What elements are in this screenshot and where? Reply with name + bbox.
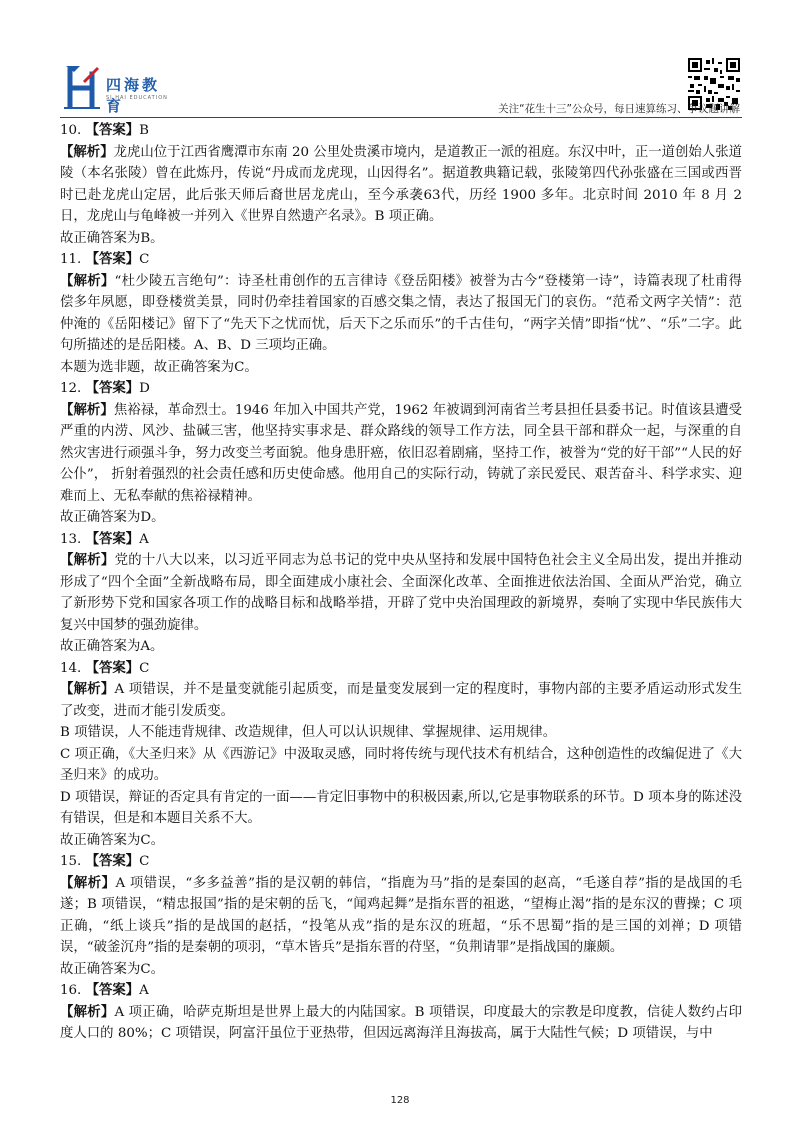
explanation-line: B 项错误，人不能违背规律、改造规律，但人可以认识规律、掌握规律、运用规律。 [60,725,557,740]
page-header [0,0,800,118]
answer-label: 【答案】 [85,381,140,396]
question-number: 16. [60,983,82,998]
explanation-label: 【解析】 [60,682,115,697]
explanation-text: A 项正确，哈萨克斯坦是世界上最大的内陆国家。B 项错误，印度最大的宗教是印度教，信徒人数约占印度人口的 80%；C 项错误，阿富汗虽位于亚热带，但因远离海洋且海拔高，属于大陆性气候；D 项错误，与中 [60,1004,742,1041]
header-divider [60,117,742,118]
conclusion: 故正确答案为C。 [60,832,164,848]
explanation-label: 【解析】 [60,1004,115,1020]
conclusion: 故正确答案为B。 [60,230,164,246]
logo [62,64,172,114]
answer-value: A [139,983,149,998]
explanation [60,873,742,959]
conclusion: 故正确答案为D。 [60,510,165,525]
answer-label: 【答案】 [85,983,140,998]
answer-label: 【答案】 [85,252,140,267]
conclusion: 本题为选非题，故正确答案为C。 [60,359,258,375]
question-number: 10. [60,123,82,138]
question-number-line [60,378,742,400]
explanation [60,1002,742,1045]
question-number: 13. [60,531,82,547]
question-number-line [60,120,742,142]
answer-label: 【答案】 [85,531,140,547]
explanation [60,142,742,228]
explanation-text: A 项错误，“多多益善”指的是汉朝的韩信，“指鹿为马”指的是秦国的赵高，“毛遂自荐”指的是战国的毛遂；B 项错误，“精忠报国”指的是宋朝的岳飞，“闻鸡起舞”是指东晋的祖逖，“望梅止渴”指的是东汉的曹操；C 项正确，“纸上谈兵”指的是战国的赵括，“投笔从戎”指的是东汉的班超，“乐不思蜀”指的是三国的刘禅；D 项错误，“破釜沉舟”指的是秦朝的项羽，“草木皆兵”是指东晋的苻坚，“负荆请罪”是指战国的廉颇。 [60,875,743,955]
explanation-text: A 项错误，并不是量变就能引起质变，而是量变发展到一定的程度时，事物内部的主要矛盾运动形式发生了改变，进而才能引发质变。 [60,682,742,719]
explanation [60,679,742,722]
question-number-line [60,529,742,551]
explanation-text: 党的十八大以来，以习近平同志为总书记的党中央从坚持和发展中国特色社会主义全局出发，提出并推动形成了“四个全面”全新战略布局，即全面建成小康社会、全面深化改革、全面推进依法治国、全面从严治党，确立了新形势下党和国家各项工作的战略目标和战略举措，开辟了党中央治国理政的新境界，奏响了实现中华民族伟大复兴中国梦的强劲旋律。 [60,553,743,633]
question-number: 14. [60,660,82,676]
explanation-text: “杜少陵五言绝句”：诗圣杜甫创作的五言律诗《登岳阳楼》被誉为古今“登楼第一诗”，诗篇表现了杜甫得偿多年夙愿，即登楼赏美景，同时仍牵挂着国家的百感交集之情，表达了报国无门的哀伤。“范希文两字关情”：范仲淹的《岳阳楼记》留下了“先天下之忧而忧，后天下之乐而乐”的千古佳句，“两字关情”即指“忧”、“乐”二字。此句所描述的是岳阳楼。A、B、D 三项均正确。 [60,273,742,353]
answer-value: C [139,252,150,267]
page-number: 128 [390,1095,410,1106]
answer-value: B [139,123,149,138]
answer-value: C [139,660,150,676]
explanation [60,271,742,357]
logo-mark-icon [62,64,102,112]
explanation [60,550,742,636]
explanation-label: 【解析】 [60,875,116,891]
explanation-text: 焦裕禄，革命烈士。1946 年加入中国共产党，1962 年被调到河南省兰考县担任县委书记。时值该县遭受严重的内涝、风沙、盐碱三害，他坚持实事求是、群众路线的领导工作方法，同全县干部和群众一起，与深重的自然灾害进行顽强斗争，努力改变兰考面貌。他身患肝癌，依旧忍着剧痛，坚持工作，被誉为“党的好干部”“人民的好公仆”， 折射着强烈的社会责任感和历史使命感。他用自己的实际行动，铸就了亲民爱民、艰苦奋斗、科学求实、迎难而上、无私奉献的焦裕禄精神。 [60,402,743,504]
explanation-line: D 项错误，辩证的否定具有肯定的一面——肯定旧事物中的积极因素,所以,它是事物联系的环节。D 项本身的陈述没有错误，但是和本题目关系不大。 [60,789,742,826]
answer-label: 【答案】 [85,854,140,869]
header-tagline: 关注“花生十三”公众号，每日速算练习、争议题讲解 [498,103,740,115]
answer-value: C [139,854,150,869]
question-number-line [60,980,742,1002]
question-number-line [60,249,742,271]
question-number: 12. [60,381,82,396]
answer-content [60,120,742,1045]
question-number-line [60,851,742,873]
explanation-line: C 项正确，《大圣归来》从《西游记》中汲取灵感，同时将传统与现代技术有机结合，这种创造性的改编促进了《大圣归来》的成功。 [60,746,742,783]
question-number-line [60,658,742,680]
explanation-label: 【解析】 [60,273,115,289]
answer-value: D [139,381,150,396]
answer-value: A [139,531,149,547]
explanation-label: 【解析】 [60,553,115,568]
conclusion: 故正确答案为C。 [60,961,164,977]
answer-label: 【答案】 [85,123,140,138]
explanation-label: 【解析】 [60,402,114,418]
conclusion: 故正确答案为A。 [60,639,164,654]
logo-name: 四海教育 [106,76,161,115]
explanation-text: 龙虎山位于江西省鹰潭市东南 20 公里处贵溪市境内，是道教正一派的祖庭。东汉中叶，正一道创始人张道陵（本名张陵）曾在此炼丹，传说“丹成而龙虎现，山因得名”。据道教典籍记载，张陵第四代孙张盛在三国或西晋时已赴龙虎山定居，此后张天师后裔世居龙虎山，至今承袭63代，历经 1900 多年。北京时间 2010 年 8 月 2 日，龙虎山与龟峰被一并列入《世界自然遗产名录》。B 项正确。 [60,144,742,224]
logo-subtitle: SI HAI EDUCATION [106,95,168,101]
question-number: 15. [60,854,82,869]
answer-label: 【答案】 [85,660,140,676]
explanation-label: 【解析】 [60,144,114,160]
question-number: 11. [60,252,82,267]
explanation [60,400,742,508]
